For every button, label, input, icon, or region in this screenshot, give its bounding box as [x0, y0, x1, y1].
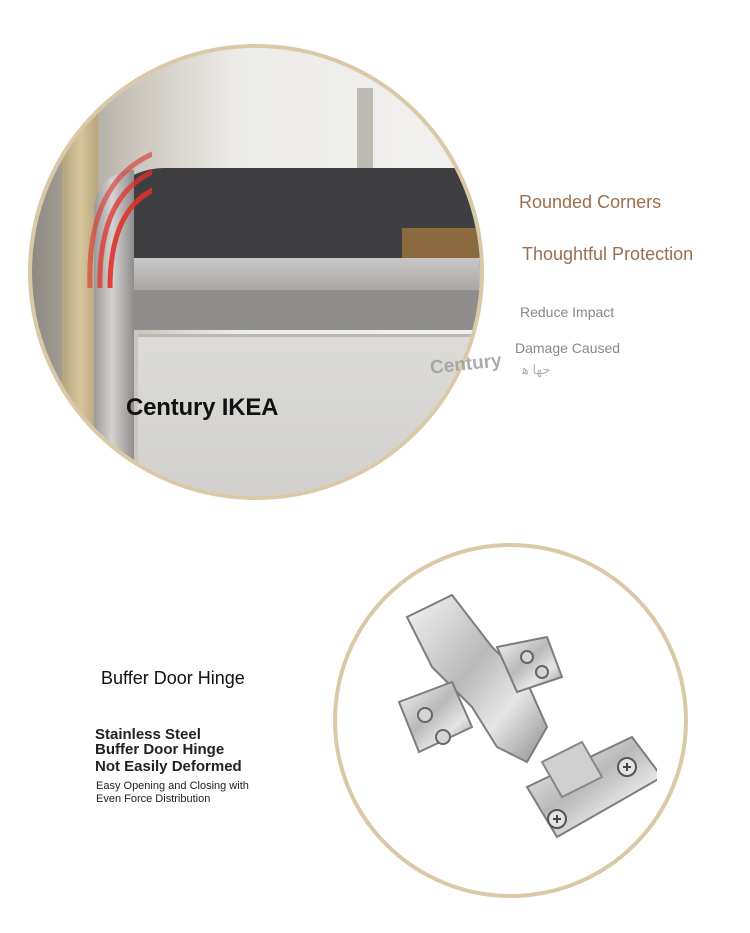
hinge-feature-line-3: Not Easily Deformed	[95, 758, 242, 775]
feature-detail-damage-caused: Damage Caused	[515, 340, 621, 356]
hinge-feature-line-2: Buffer Door Hinge	[95, 741, 225, 758]
feature-detail-reduce-impact: Reduce Impact	[520, 304, 615, 320]
feature-title-buffer-hinge: Buffer Door Hinge	[101, 668, 245, 688]
watermark-script: ﺟﻬﺎ ﻫ	[522, 362, 551, 377]
feature-title-rounded-corners: Rounded Corners	[519, 192, 662, 212]
hinge-feature-line-4: Easy Opening and Closing with	[96, 780, 249, 792]
photo-overlay-text: Century IKEA	[126, 394, 279, 421]
hinge-feature-line-5: Even Force Distribution	[96, 793, 211, 805]
door-hinge-photo	[377, 587, 657, 867]
watermark-text: Century	[429, 350, 503, 379]
hinge-feature-line-1: Stainless Steel	[95, 726, 201, 743]
photo-shelf-shadow	[128, 290, 484, 330]
photo-shelf	[128, 258, 484, 290]
impact-waves-icon	[62, 138, 152, 288]
feature-subtitle-protection: Thoughtful Protection	[522, 244, 694, 264]
cabinet-corner-photo	[28, 44, 484, 500]
photo-box	[402, 228, 484, 258]
hinge-photo-frame	[333, 543, 688, 898]
